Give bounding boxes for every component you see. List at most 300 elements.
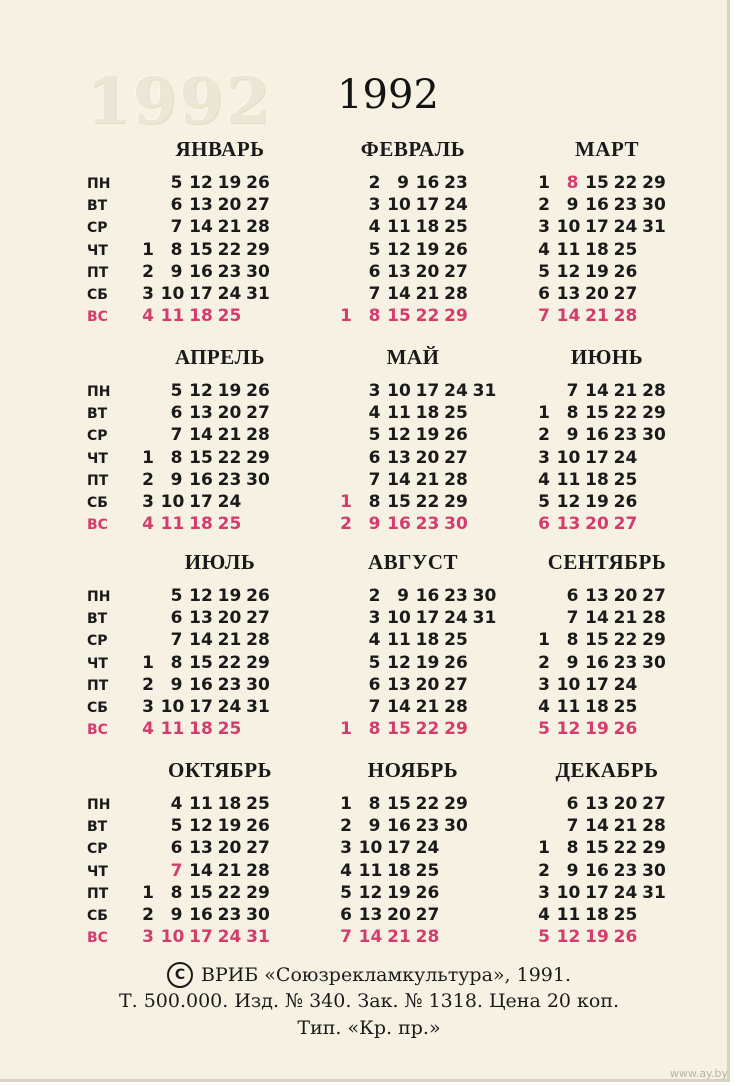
- day-number: 5: [170, 173, 183, 193]
- weekday-label: ПН: [87, 176, 111, 192]
- day-number: 23: [415, 816, 440, 837]
- day-number: 24: [613, 217, 638, 238]
- day-number: 7: [368, 284, 381, 304]
- month-title: ЯНВАРЬ: [175, 137, 265, 161]
- day-number: 6: [170, 403, 183, 424]
- day-number: 10: [556, 217, 581, 238]
- day-number: 4: [170, 794, 183, 814]
- day-number: 23: [217, 469, 242, 490]
- day-number: 9: [170, 905, 183, 925]
- weekday-label: ЧТ: [87, 450, 108, 467]
- day-number: 16: [585, 652, 609, 673]
- footer-line-3: Тип. «Кр. пр.»: [297, 1017, 441, 1039]
- day-number: 21: [217, 630, 242, 651]
- day-number: 28: [246, 630, 270, 651]
- day-number: 22: [217, 882, 242, 903]
- day-number: 18: [387, 860, 411, 881]
- month-title: АПРЕЛЬ: [174, 345, 266, 369]
- weekday-label: СР: [87, 841, 108, 858]
- day-number: 8: [170, 882, 183, 903]
- day-number: 21: [387, 927, 411, 948]
- day-number: 28: [246, 217, 270, 238]
- day-number: 20: [585, 514, 609, 535]
- day-number: 2: [142, 469, 154, 490]
- day-number: 17: [189, 927, 213, 948]
- day-number: 15: [585, 838, 609, 859]
- day-number: 6: [538, 284, 550, 304]
- day-number: 21: [415, 284, 440, 304]
- day-number: 12: [387, 425, 411, 446]
- day-number: 3: [368, 608, 381, 629]
- day-number: 7: [170, 217, 183, 238]
- day-number: 11: [189, 794, 213, 814]
- day-number: 28: [642, 608, 666, 629]
- day-number: 12: [387, 239, 411, 260]
- day-number: 6: [170, 608, 183, 629]
- month-title: МАЙ: [386, 345, 440, 369]
- day-number: 17: [415, 195, 440, 216]
- day-number: 23: [217, 674, 242, 695]
- day-number: 11: [160, 306, 185, 327]
- day-number: 12: [189, 816, 213, 837]
- day-number: 22: [613, 838, 638, 859]
- day-number: 28: [444, 697, 468, 717]
- day-number: 29: [444, 492, 468, 512]
- day-number: 30: [642, 860, 666, 881]
- day-number: 28: [642, 381, 666, 401]
- day-number: 12: [358, 882, 383, 903]
- day-number: 11: [358, 860, 383, 881]
- day-number: 18: [415, 403, 440, 424]
- day-number: 15: [189, 239, 213, 260]
- day-number: 7: [340, 927, 352, 948]
- day-number: 29: [246, 652, 270, 673]
- day-number: 19: [415, 652, 440, 673]
- day-number: 13: [556, 514, 581, 535]
- day-number: 2: [538, 425, 550, 446]
- day-number: 19: [585, 719, 609, 740]
- day-number: 28: [415, 927, 440, 948]
- month-title: НОЯБРЬ: [367, 758, 459, 782]
- day-number: 29: [642, 173, 666, 193]
- day-number: 1: [142, 652, 154, 673]
- day-number: 31: [246, 697, 270, 717]
- day-number: 8: [170, 239, 183, 260]
- day-number: 24: [217, 697, 242, 717]
- day-number: 27: [246, 195, 270, 216]
- day-number: 15: [585, 173, 609, 193]
- month-title: ИЮНЬ: [570, 345, 644, 369]
- day-number: 19: [217, 381, 242, 401]
- day-number: 10: [160, 927, 185, 948]
- day-number: 10: [160, 284, 185, 304]
- day-number: 10: [556, 674, 581, 695]
- day-number: 8: [566, 403, 579, 424]
- day-number: 4: [340, 860, 352, 881]
- day-number: 5: [538, 492, 550, 512]
- day-number: 25: [613, 239, 638, 260]
- day-number: 21: [415, 697, 440, 717]
- day-number: 3: [368, 195, 381, 216]
- day-number: 20: [217, 838, 242, 859]
- day-number: 6: [368, 447, 381, 468]
- day-number: 5: [368, 239, 381, 260]
- day-number: 12: [556, 719, 581, 740]
- day-number: 21: [217, 217, 242, 238]
- day-number: 9: [566, 860, 579, 881]
- day-number: 16: [387, 514, 411, 535]
- day-number: 2: [368, 586, 381, 606]
- day-number: 7: [538, 306, 550, 327]
- day-number: 16: [585, 195, 609, 216]
- day-number: 24: [613, 674, 638, 695]
- day-number: 4: [142, 719, 154, 740]
- day-number: 15: [585, 630, 609, 651]
- day-number: 24: [415, 838, 440, 859]
- day-number: 14: [556, 306, 581, 327]
- day-number: 20: [415, 447, 440, 468]
- day-number: 16: [585, 860, 609, 881]
- day-number: 12: [387, 652, 411, 673]
- day-number: 20: [613, 586, 638, 606]
- day-number: 14: [189, 425, 213, 446]
- day-number: 10: [387, 195, 411, 216]
- day-number: 17: [585, 217, 609, 238]
- weekday-label: ВС: [87, 517, 108, 534]
- day-number: 8: [566, 630, 579, 651]
- footer-line-1: ВРИБ «Союзрекламкультура», 1991.: [200, 964, 572, 986]
- watermark: www.ay.by: [669, 1067, 728, 1080]
- day-number: 5: [368, 425, 381, 446]
- day-number: 20: [613, 794, 638, 814]
- day-number: 22: [613, 403, 638, 424]
- day-number: 28: [444, 469, 468, 490]
- day-number: 5: [538, 927, 550, 948]
- day-number: 18: [189, 306, 213, 327]
- day-number: 24: [217, 284, 242, 304]
- day-number: 11: [387, 403, 411, 424]
- day-number: 28: [444, 284, 468, 304]
- day-number: 30: [444, 816, 468, 837]
- day-number: 29: [642, 403, 666, 424]
- day-number: 14: [358, 927, 383, 948]
- day-number: 26: [444, 652, 468, 673]
- day-number: 5: [170, 816, 183, 837]
- day-number: 6: [170, 195, 183, 216]
- day-number: 2: [538, 860, 550, 881]
- day-number: 6: [538, 514, 550, 535]
- day-number: 29: [246, 239, 270, 260]
- day-number: 3: [142, 927, 154, 948]
- weekday-label: ВТ: [87, 406, 108, 423]
- weekday-label: СБ: [87, 700, 108, 716]
- day-number: 25: [415, 860, 440, 881]
- day-number: 3: [538, 882, 550, 903]
- day-number: 27: [246, 838, 270, 859]
- day-number: 20: [387, 905, 411, 925]
- day-number: 19: [415, 425, 440, 446]
- day-number: 22: [613, 630, 638, 651]
- day-number: 24: [444, 381, 468, 401]
- day-number: 21: [217, 425, 242, 446]
- day-number: 17: [387, 838, 411, 859]
- day-number: 27: [642, 586, 666, 606]
- day-number: 27: [246, 403, 270, 424]
- day-number: 13: [358, 905, 383, 925]
- day-number: 23: [444, 173, 468, 193]
- day-number: 19: [387, 882, 411, 903]
- day-number: 4: [368, 217, 381, 238]
- day-number: 4: [538, 469, 550, 490]
- day-number: 30: [472, 586, 497, 606]
- day-number: 8: [566, 838, 579, 859]
- day-number: 22: [415, 306, 440, 327]
- day-number: 5: [538, 719, 550, 740]
- day-number: 27: [415, 905, 440, 925]
- day-number: 5: [368, 652, 381, 673]
- day-number: 11: [556, 469, 581, 490]
- weekday-label: ВТ: [87, 198, 108, 215]
- day-number: 10: [387, 381, 411, 401]
- day-number: 5: [538, 261, 550, 282]
- weekday-label: ПТ: [87, 472, 109, 489]
- day-number: 11: [556, 697, 581, 717]
- footer-line-2: Т. 500.000. Изд. № 340. Зак. № 1318. Цена 20 коп.: [118, 990, 620, 1012]
- weekday-label: СР: [87, 220, 108, 237]
- day-number: 6: [566, 586, 579, 606]
- day-number: 30: [246, 261, 270, 282]
- day-number: 3: [368, 381, 381, 401]
- day-number: 13: [556, 284, 581, 304]
- day-number: 28: [642, 816, 666, 837]
- day-number: 4: [538, 239, 550, 260]
- day-number: 1: [340, 719, 352, 740]
- day-number: 12: [189, 173, 213, 193]
- day-number: 22: [613, 173, 638, 193]
- day-number: 23: [613, 425, 638, 446]
- day-number: 16: [387, 816, 411, 837]
- day-number: 27: [444, 261, 468, 282]
- day-number: 24: [613, 882, 638, 903]
- day-number: 17: [415, 381, 440, 401]
- day-number: 21: [585, 306, 609, 327]
- day-number: 26: [613, 719, 638, 740]
- day-number: 30: [642, 425, 666, 446]
- day-number: 24: [613, 447, 638, 468]
- day-number: 26: [246, 381, 270, 401]
- day-number: 25: [613, 469, 638, 490]
- day-number: 18: [217, 794, 242, 814]
- day-number: 21: [415, 469, 440, 490]
- day-number: 21: [613, 608, 638, 629]
- day-number: 18: [585, 905, 609, 925]
- weekday-label: СР: [87, 633, 108, 650]
- day-number: 3: [538, 674, 550, 695]
- day-number: 17: [189, 697, 213, 717]
- day-number: 7: [566, 816, 579, 837]
- weekday-label: ВС: [87, 722, 108, 739]
- day-number: 13: [585, 794, 609, 814]
- day-number: 11: [556, 239, 581, 260]
- month-title: ДЕКАБРЬ: [555, 758, 659, 782]
- day-number: 14: [387, 469, 411, 490]
- day-number: 30: [246, 674, 270, 695]
- day-number: 14: [387, 284, 411, 304]
- day-number: 30: [642, 195, 666, 216]
- day-number: 1: [538, 838, 550, 859]
- day-number: 1: [340, 306, 352, 327]
- day-number: 25: [613, 697, 638, 717]
- day-number: 15: [387, 306, 411, 327]
- day-number: 9: [170, 261, 183, 282]
- day-number: 6: [368, 261, 381, 282]
- weekday-label: ЧТ: [87, 863, 108, 880]
- day-number: 18: [585, 697, 609, 717]
- day-number: 26: [613, 261, 638, 282]
- day-number: 13: [189, 608, 213, 629]
- day-number: 7: [170, 630, 183, 651]
- day-number: 11: [160, 514, 185, 535]
- day-number: 9: [170, 674, 183, 695]
- day-number: 8: [170, 652, 183, 673]
- day-number: 31: [246, 927, 270, 948]
- day-number: 15: [387, 719, 411, 740]
- weekday-label: СБ: [87, 287, 108, 303]
- day-number: 22: [217, 447, 242, 468]
- day-number: 2: [142, 261, 154, 282]
- day-number: 16: [189, 469, 213, 490]
- day-number: 27: [613, 514, 638, 535]
- day-number: 26: [246, 586, 270, 606]
- day-number: 14: [189, 630, 213, 651]
- day-number: 15: [585, 403, 609, 424]
- copyright-icon: C: [167, 962, 193, 988]
- day-number: 19: [217, 173, 242, 193]
- day-number: 26: [415, 882, 440, 903]
- day-number: 9: [397, 586, 409, 606]
- day-number: 22: [415, 794, 440, 814]
- month-title: ОКТЯБРЬ: [167, 758, 273, 782]
- day-number: 29: [444, 306, 468, 327]
- day-number: 9: [566, 195, 579, 216]
- month-title: ИЮЛЬ: [184, 550, 256, 574]
- day-number: 25: [444, 630, 468, 651]
- day-number: 1: [340, 492, 352, 512]
- day-number: 29: [642, 630, 666, 651]
- day-number: 29: [246, 882, 270, 903]
- day-number: 4: [368, 403, 381, 424]
- day-number: 18: [415, 630, 440, 651]
- day-number: 17: [415, 608, 440, 629]
- weekday-label: ВТ: [87, 819, 108, 836]
- day-number: 24: [444, 608, 468, 629]
- day-number: 3: [340, 838, 352, 859]
- day-number: 27: [642, 794, 666, 814]
- embossed-year: 1992: [86, 64, 273, 139]
- day-number: 19: [585, 492, 609, 512]
- weekday-label: ПТ: [87, 885, 109, 902]
- day-number: 26: [613, 492, 638, 512]
- month-title: ФЕВРАЛЬ: [360, 137, 466, 161]
- day-number: 1: [538, 403, 550, 424]
- day-number: 7: [566, 608, 579, 629]
- day-number: 7: [368, 469, 381, 490]
- day-number: 25: [444, 217, 468, 238]
- weekday-label: ВС: [87, 309, 108, 326]
- day-number: 30: [246, 469, 270, 490]
- day-number: 8: [368, 492, 381, 512]
- weekday-label: ПН: [87, 384, 111, 400]
- day-number: 14: [585, 381, 609, 401]
- day-number: 13: [189, 838, 213, 859]
- day-number: 16: [415, 173, 440, 193]
- day-number: 18: [189, 514, 213, 535]
- day-number: 11: [387, 217, 411, 238]
- day-number: 14: [189, 860, 213, 881]
- day-number: 1: [142, 882, 154, 903]
- day-number: 26: [246, 173, 270, 193]
- day-number: 2: [538, 652, 550, 673]
- day-number: 28: [246, 425, 270, 446]
- day-number: 25: [246, 794, 270, 814]
- day-number: 15: [189, 447, 213, 468]
- day-number: 29: [642, 838, 666, 859]
- day-number: 11: [387, 630, 411, 651]
- day-number: 26: [444, 425, 468, 446]
- day-number: 2: [340, 514, 352, 535]
- day-number: 31: [472, 381, 497, 401]
- day-number: 18: [189, 719, 213, 740]
- day-number: 19: [217, 586, 242, 606]
- weekday-label: ВС: [87, 930, 108, 947]
- day-number: 31: [642, 217, 666, 238]
- day-number: 9: [368, 816, 381, 837]
- day-number: 27: [444, 447, 468, 468]
- day-number: 13: [585, 586, 609, 606]
- day-number: 12: [556, 261, 581, 282]
- day-number: 6: [170, 838, 183, 859]
- day-number: 2: [142, 905, 154, 925]
- day-number: 16: [585, 425, 609, 446]
- day-number: 17: [189, 284, 213, 304]
- day-number: 3: [142, 697, 154, 717]
- day-number: 22: [217, 239, 242, 260]
- day-number: 3: [538, 217, 550, 238]
- day-number: 29: [444, 794, 468, 814]
- day-number: 16: [415, 586, 440, 606]
- day-number: 4: [142, 514, 154, 535]
- day-number: 27: [444, 674, 468, 695]
- day-number: 4: [368, 630, 381, 651]
- day-number: 9: [368, 514, 381, 535]
- weekday-label: ЧТ: [87, 242, 108, 259]
- day-number: 5: [340, 882, 352, 903]
- day-number: 22: [217, 652, 242, 673]
- day-number: 10: [556, 447, 581, 468]
- day-number: 28: [613, 306, 638, 327]
- day-number: 17: [585, 674, 609, 695]
- day-number: 5: [170, 586, 183, 606]
- day-number: 26: [246, 816, 270, 837]
- day-number: 2: [538, 195, 550, 216]
- day-number: 20: [217, 403, 242, 424]
- day-number: 1: [142, 239, 154, 260]
- day-number: 27: [246, 608, 270, 629]
- day-number: 7: [170, 860, 183, 881]
- weekday-label: ЧТ: [87, 655, 108, 672]
- day-number: 19: [217, 816, 242, 837]
- day-number: 25: [217, 306, 242, 327]
